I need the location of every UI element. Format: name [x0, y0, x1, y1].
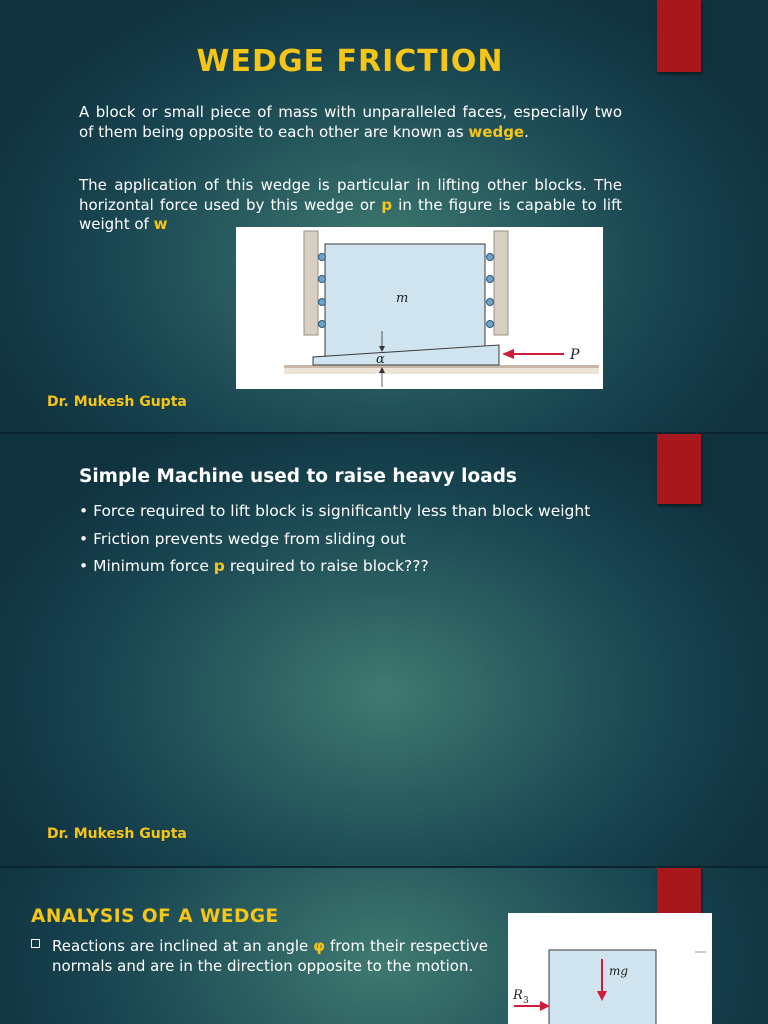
- slide-title: ANALYSIS OF A WEDGE: [31, 906, 279, 927]
- application-text-middle: in the figure is capable to lift weight of: [79, 195, 622, 233]
- wedge-figure: [236, 227, 603, 389]
- force-p-label: P: [570, 347, 580, 363]
- square-bullet-icon: [31, 939, 40, 948]
- wedge-analysis-figure: [508, 913, 712, 1024]
- application-paragraph: [79, 176, 622, 235]
- wedge-highlight: wedge: [468, 122, 525, 141]
- author-name: Dr. Mukesh Gupta: [47, 826, 187, 842]
- list-item: • Friction prevents wedge from sliding out: [79, 526, 590, 554]
- bullet-list: [79, 498, 590, 581]
- force-p-arrowhead: [502, 349, 514, 359]
- w-highlight: w: [153, 215, 168, 233]
- reactions-text: Reactions are inclined at an angle: [52, 937, 314, 955]
- left-wall: [304, 231, 318, 335]
- definition-text: A block or small piece of mass with unparalleled faces, especially two of them being opposite to each other are known as: [79, 103, 622, 141]
- bullet3-text-end: required to raise block???: [224, 557, 429, 575]
- alpha-label: α: [376, 352, 385, 367]
- r3-subscript: 3: [523, 996, 529, 1006]
- mass-label: m: [396, 291, 409, 306]
- definition-end: .: [524, 122, 529, 141]
- red-tab-decoration: [657, 434, 701, 504]
- p-highlight: p: [381, 195, 393, 214]
- phi-highlight: φ: [313, 937, 326, 955]
- slide-analysis: [0, 868, 768, 1024]
- r3-label: R: [513, 988, 523, 1003]
- slide-wedge-friction: [0, 0, 768, 432]
- author-name: Dr. Mukesh Gupta: [47, 394, 187, 410]
- reactions-paragraph: [52, 937, 488, 976]
- application-text: The application of this wedge is particular in lifting other blocks. The horizontal force used by this wedge or: [79, 176, 622, 214]
- right-wall: [494, 231, 508, 335]
- list-item: [79, 553, 590, 581]
- slide-heading: Simple Machine used to raise heavy loads: [79, 466, 517, 487]
- definition-paragraph: [79, 103, 622, 142]
- ground-shading: [284, 368, 599, 374]
- wedge-diagram: [236, 227, 603, 389]
- slide-title: WEDGE FRICTION: [196, 44, 504, 79]
- slide-simple-machine: [0, 434, 768, 866]
- reactions-text-end: from their respective normals and are in the direction opposite to the motion.: [52, 937, 489, 975]
- mg-label: mg: [609, 964, 629, 978]
- p-highlight: p: [213, 557, 225, 575]
- analysis-diagram: [508, 913, 712, 1024]
- bullet3-text: Minimum force: [93, 557, 214, 575]
- list-item: • Force required to lift block is significantly less than block weight: [79, 498, 590, 526]
- red-tab-decoration: [657, 868, 701, 916]
